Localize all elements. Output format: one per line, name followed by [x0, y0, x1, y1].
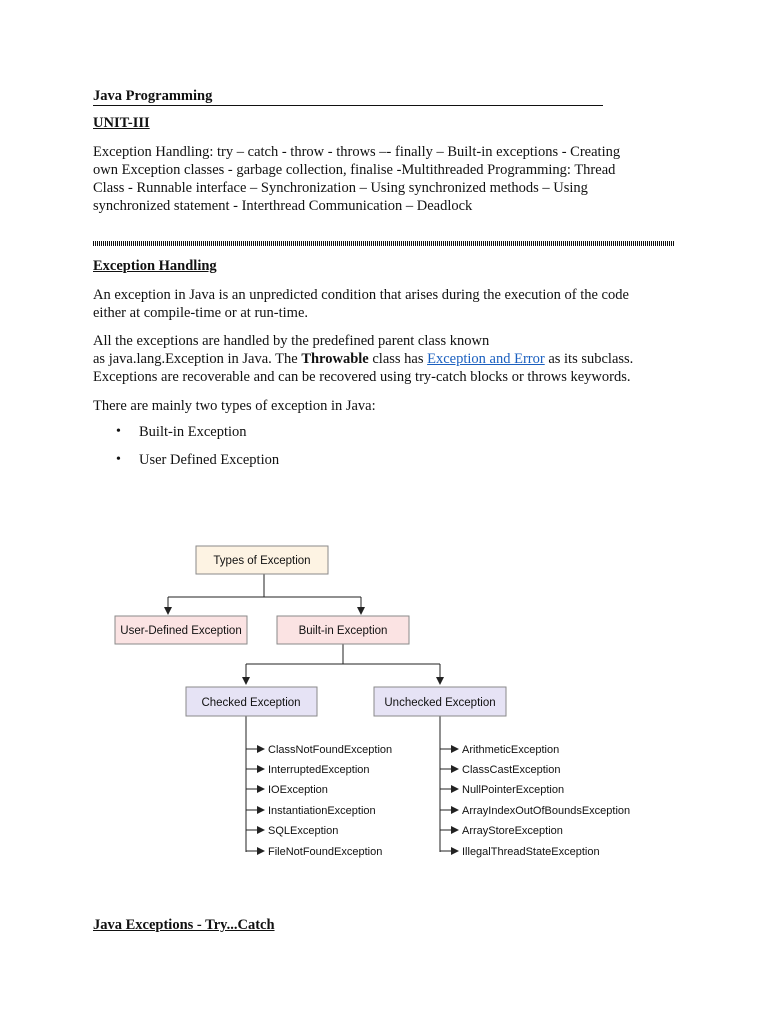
section-heading-try-catch: Java Exceptions - Try...Catch	[93, 917, 275, 933]
bullet-icon: •	[116, 424, 121, 439]
unchecked-item: NullPointerException	[462, 784, 565, 796]
unchecked-item: ClassCastException	[462, 764, 561, 776]
course-title: Java Programming	[93, 88, 603, 106]
syllabus-line: synchronized statement - Interthread Communication – Deadlock	[93, 198, 473, 214]
unchecked-item: IllegalThreadStateException	[462, 846, 600, 858]
throwable-keyword: Throwable	[301, 351, 369, 367]
bullet-item-user-defined: User Defined Exception	[139, 452, 280, 468]
checked-item: ClassNotFoundException	[268, 744, 393, 756]
bullet-item-built-in: Built-in Exception	[139, 424, 247, 440]
checked-item: SQLException	[268, 825, 339, 837]
checked-item: FileNotFoundException	[268, 846, 383, 858]
paragraph-text: as java.lang.Exception in Java. The	[93, 351, 302, 367]
paragraph-text: class has	[368, 351, 428, 367]
syllabus-line: Class - Runnable interface – Synchronization – Using synchronized methods – Using	[93, 180, 588, 196]
user-defined-label: User-Defined Exception	[120, 625, 242, 637]
unchecked-item: ArrayStoreException	[462, 825, 563, 837]
paragraph-line: An exception in Java is an unpredicted condition that arises during the execution of the code	[93, 287, 629, 303]
unit-title: UNIT-III	[93, 115, 150, 131]
types-intro: There are mainly two types of exception in Java:	[93, 398, 376, 414]
exception-and-error-link[interactable]: Exception and Error	[427, 351, 545, 367]
checked-item: InstantiationException	[268, 805, 376, 817]
unchecked-label: Unchecked Exception	[384, 697, 496, 709]
paragraph-text: as its subclass.	[544, 351, 634, 367]
checked-item: IOException	[268, 784, 328, 796]
paragraph-line: either at compile-time or at run-time.	[93, 305, 309, 321]
unchecked-item: ArithmeticException	[462, 744, 560, 756]
root-label: Types of Exception	[213, 555, 311, 567]
paragraph-line: Exceptions are recoverable and can be recovered using try-catch blocks or throws keywords.	[93, 369, 631, 385]
bullet-icon: •	[116, 452, 121, 467]
section-heading-exception-handling: Exception Handling	[93, 258, 217, 274]
paragraph-line: All the exceptions are handled by the predefined parent class known	[93, 333, 490, 349]
checked-item: InterruptedException	[268, 764, 370, 776]
checked-label: Checked Exception	[201, 697, 301, 709]
built-in-label: Built-in Exception	[298, 625, 388, 637]
syllabus-line: Exception Handling: try – catch - throw - throws –- finally – Built-in exceptions - Creating	[93, 144, 621, 160]
unchecked-item: ArrayIndexOutOfBoundsException	[462, 805, 631, 817]
syllabus-line: own Exception classes - garbage collection, finalise -Multithreaded Programming: Thread	[93, 162, 616, 178]
